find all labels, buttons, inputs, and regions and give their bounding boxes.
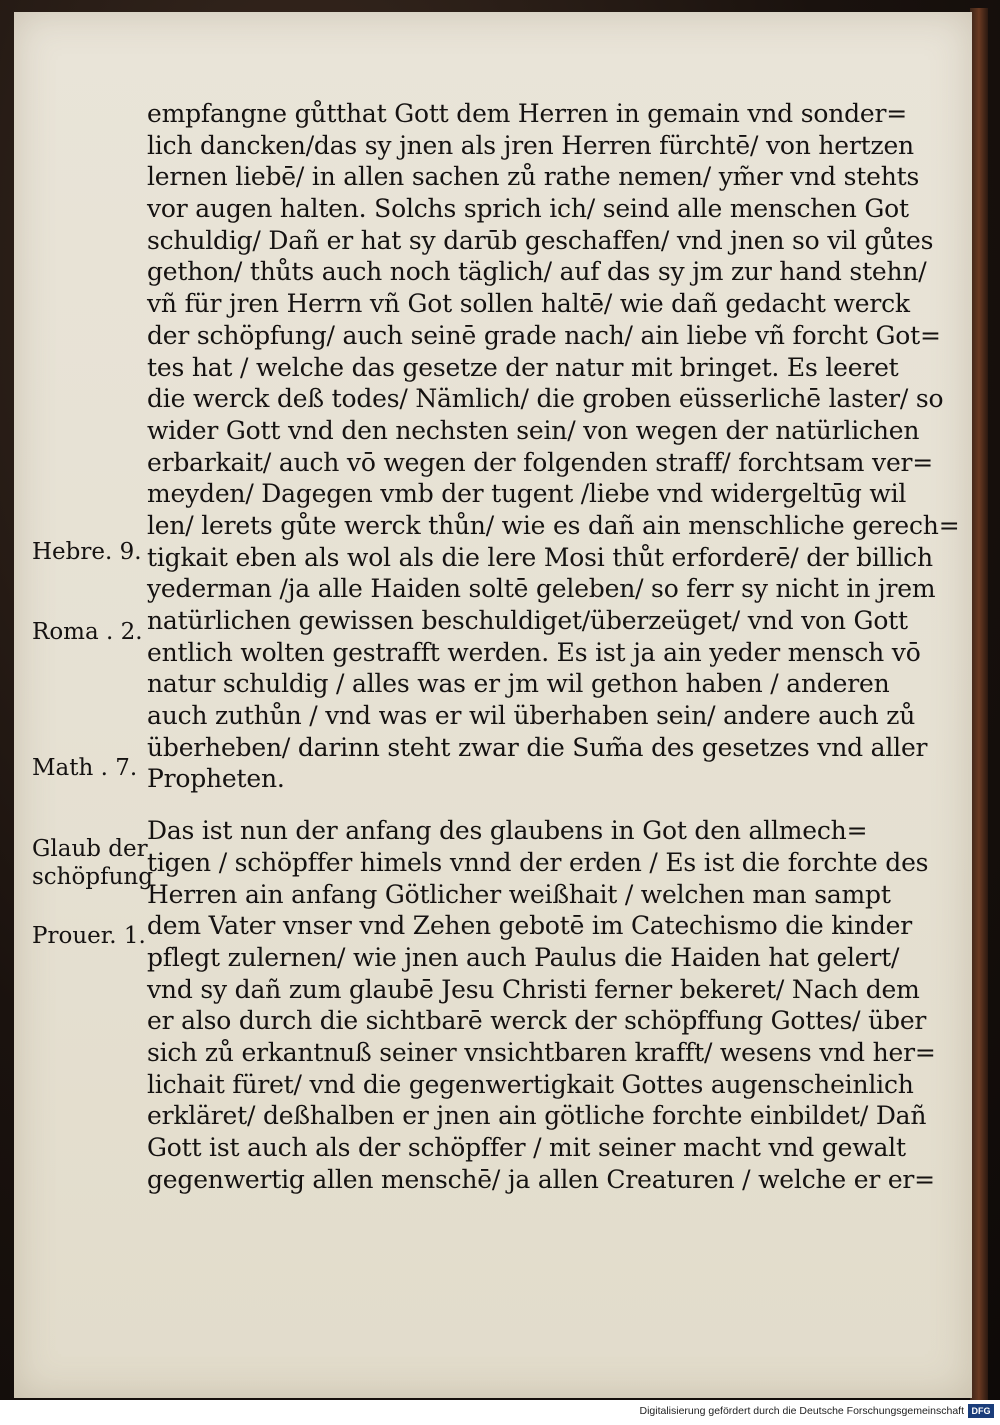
text-line: dem Vater vnser vnd Zehen gebotē im Catechismo die kinder — [147, 911, 913, 941]
margin-note-prouer: Prouer. 1. — [32, 923, 146, 949]
text-line: vor augen halten. Solchs sprich ich/ seind alle menschen Got — [147, 194, 909, 224]
text-line: tes hat / welche das gesetze der natur mit bringet. Es leeret — [147, 352, 899, 382]
text-line: erkläret/ deßhalben er jnen ain götliche forchte einbildet/ Dañ — [147, 1101, 927, 1131]
text-line: überheben/ darinn steht zwar die Sum̃a des gesetzes vnd aller — [147, 732, 928, 762]
text-line: meyden/ Dagegen vmb der tugent /liebe vnd widergeltūg wil — [147, 479, 907, 509]
text-line: vñ für jren Herrn vñ Got sollen haltē/ wie dañ gedacht werck — [147, 289, 910, 319]
text-line: tigen / schöpffer himels vnnd der erden / Es ist die forchte des — [147, 847, 929, 877]
text-line: pflegt zulernen/ wie jnen auch Paulus die Haiden hat gelert/ — [147, 942, 900, 972]
body-text — [147, 98, 960, 1195]
text-line: er also durch die sichtbarē werck der schöpffung Gottes/ über — [147, 1006, 927, 1036]
dfg-logo-icon: DFG — [968, 1404, 994, 1418]
text-line: empfangne gůtthat Gott dem Herren in gemain vnd sonder= — [147, 99, 908, 128]
text-line: gegenwertig allen menschē/ ja allen Creaturen / welche er er= — [147, 1164, 935, 1194]
text-line: wider Gott vnd den nechsten sein/ von wegen der natürlichen — [147, 415, 920, 445]
margin-note-glaub-line2: schöpfung — [32, 864, 153, 890]
text-line: natürlichen gewissen beschuldiget/überzeüget/ vnd von Gott — [147, 606, 908, 635]
text-line: gethon/ thůts auch noch täglich/ auf das sy jm zur hand stehn/ — [147, 257, 927, 287]
text-line: Propheten. — [147, 764, 285, 794]
text-line: tigkait eben als wol als die lere Mosi thůt erforderē/ der billich — [147, 542, 933, 572]
footer-credit: Digitalisierung gefördert durch die Deutsche Forschungsgemeinschaft — [639, 1405, 964, 1417]
text-line: auch zuthůn / vnd was er wil überhaben sein/ andere auch zů — [147, 701, 916, 731]
text-line: schuldig/ Dañ er hat sy darūb geschaffen/ vnd jnen so vil gůtes — [147, 225, 934, 255]
text-line: natur schuldig / alles was er jm wil gethon haben / anderen — [147, 669, 890, 699]
text-line: entlich wolten gestrafft werden. Es ist ja ain yeder mensch vō — [147, 637, 921, 667]
text-line: lich dancken/das sy jnen als jren Herren fürchtē/ von hertzen — [147, 130, 914, 160]
text-line: Gott ist auch als der schöpffer / mit seiner macht vnd gewalt — [147, 1133, 906, 1162]
text-line: Das ist nun der anfang des glaubens in Got den allmech= — [147, 816, 868, 846]
text-line: vnd sy dañ zum glaubē Jesu Christi ferner bekeret/ Nach dem — [147, 974, 920, 1004]
text-line: sich zů erkantnuß seiner vnsichtbaren krafft/ wesens vnd her= — [147, 1037, 936, 1067]
page-edge — [970, 8, 988, 1402]
text-line: len/ lerets gůte werck thůn/ wie es dañ ain menschliche gerech= — [147, 510, 960, 540]
paragraph-break — [147, 795, 892, 815]
margin-note-roma: Roma . 2. — [32, 619, 143, 645]
text-line: der schöpfung/ auch seinē grade nach/ ain liebe vñ forcht Got= — [147, 320, 941, 350]
text-line: erbarkait/ auch vō wegen der folgenden straff/ forchtsam ver= — [147, 447, 934, 477]
margin-note-glaub-line1: Glaub der — [32, 836, 148, 862]
text-line: lernen liebē/ in allen sachen zů rathe nemen/ ym̃er vnd stehts — [147, 162, 920, 192]
margin-note-hebre: Hebre. 9. — [32, 539, 142, 565]
margin-note-math: Math . 7. — [32, 755, 138, 781]
text-line: die werck deß todes/ Nämlich/ die groben eüsserlichē laster/ so — [147, 384, 944, 414]
text-line: yederman /ja alle Haiden soltē geleben/ so ferr sy nicht in jrem — [147, 574, 936, 604]
text-line: Herren ain anfang Götlicher weißhait / welchen man sampt — [147, 879, 891, 909]
text-line: lichait füret/ vnd die gegenwertigkait Gottes augenscheinlich — [147, 1069, 914, 1099]
